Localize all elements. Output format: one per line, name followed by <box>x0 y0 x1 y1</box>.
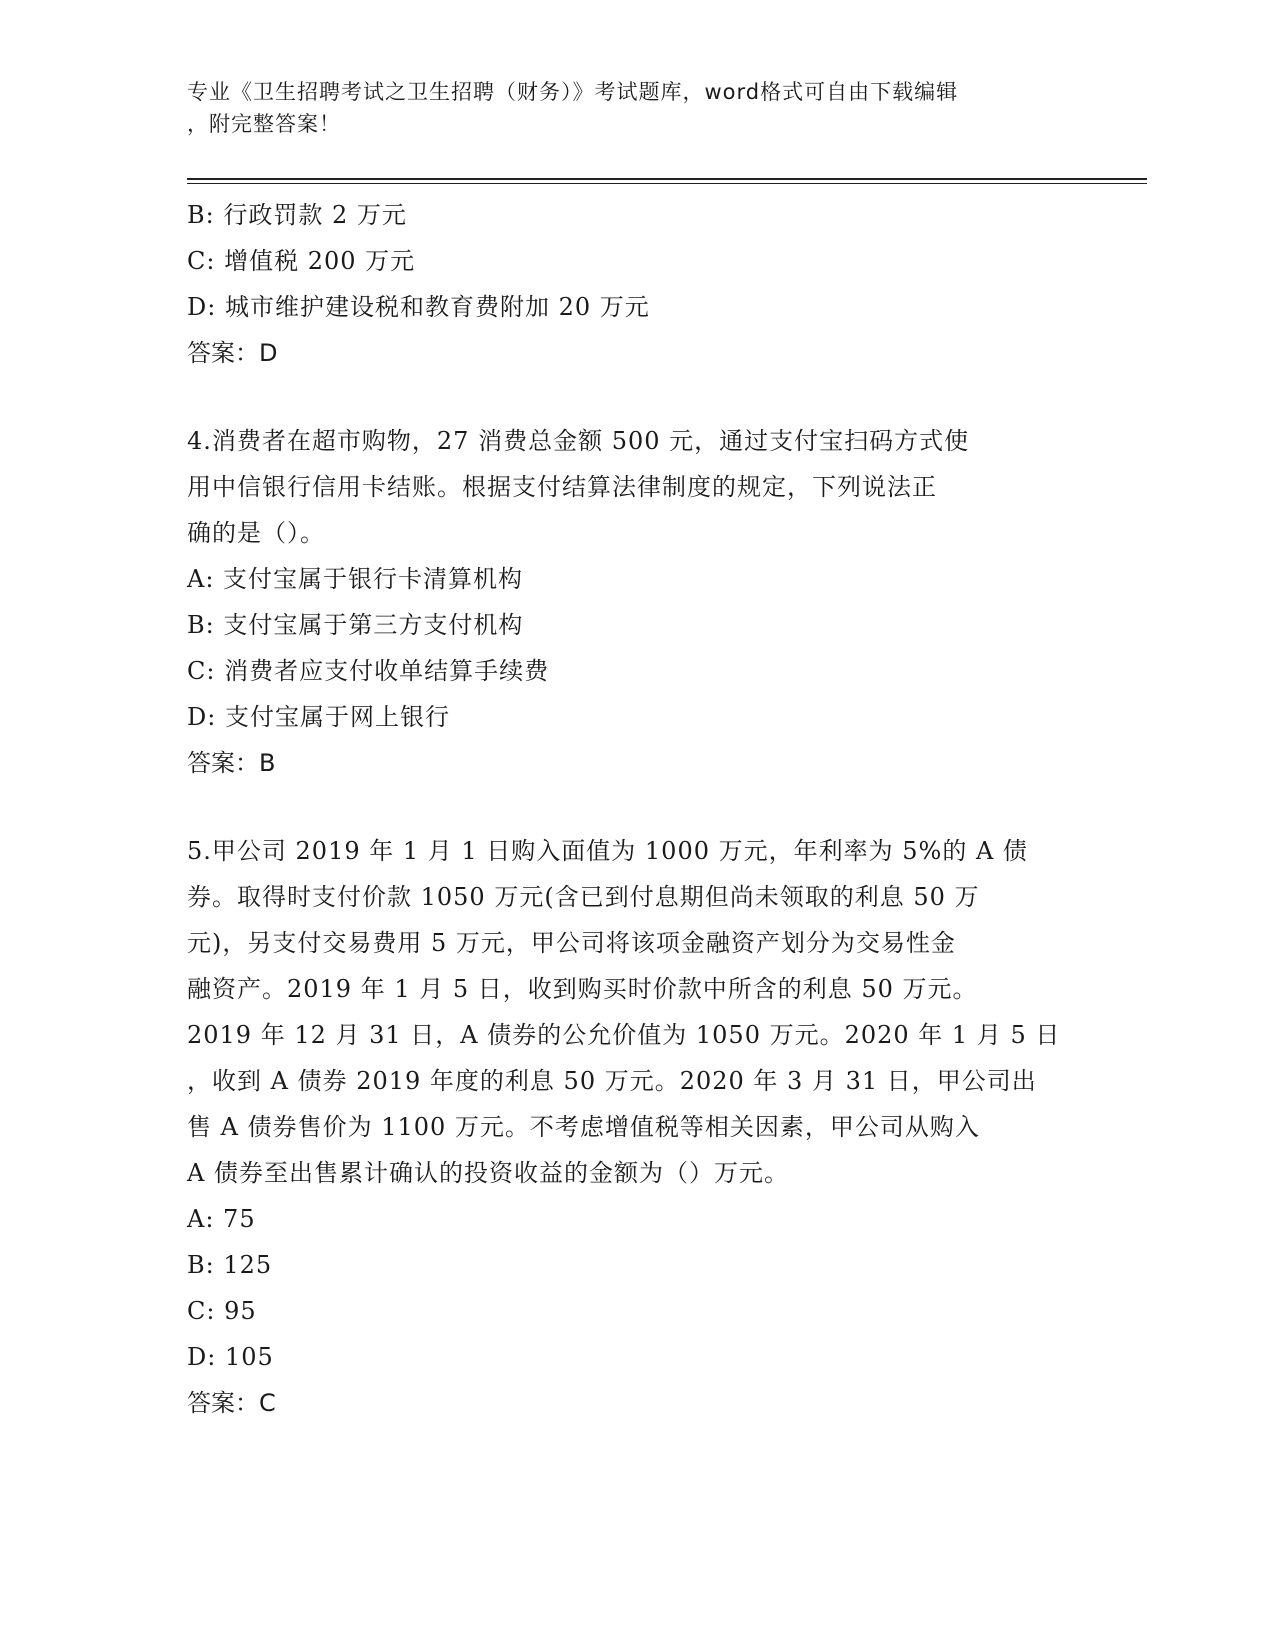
q4-option-b: B: 支付宝属于第三方支付机构 <box>187 611 524 639</box>
q4-answer: 答案：B <box>187 749 276 777</box>
q4-stem-line: 4.消费者在超市购物，27 消费总金额 500 元，通过支付宝扫码方式使 <box>187 427 970 455</box>
question-content <box>187 192 1087 1426</box>
q5-stem-line: ，收到 A 债券 2019 年度的利息 50 万元。2020 年 3 月 31 日，甲公司出 <box>187 1067 1037 1095</box>
header-divider-thin <box>187 183 1147 184</box>
document-header <box>187 76 1087 140</box>
q5-stem-line: A 债券至出售累计确认的投资收益的金额为（）万元。 <box>187 1159 789 1187</box>
question-5 <box>187 828 1087 1426</box>
q5-answer: 答案：C <box>187 1389 276 1417</box>
q5-stem-line: 5.甲公司 2019 年 1 月 1 日购入面值为 1000 万元，年利率为 5%的 A 债 <box>187 837 1028 865</box>
q3-option-d: D: 城市维护建设税和教育费附加 20 万元 <box>187 293 650 321</box>
q3-option-c: C: 增值税 200 万元 <box>187 247 416 275</box>
q5-stem-line: 售 A 债券售价为 1100 万元。不考虑增值税等相关因素，甲公司从购入 <box>187 1113 980 1141</box>
header-title-line-1: 专业《卫生招聘考试之卫生招聘（财务）》考试题库，word格式可自由下载编辑 <box>187 80 959 104</box>
header-divider-thick <box>187 178 1147 180</box>
spacer <box>187 786 1087 828</box>
q5-stem-line: 融资产。2019 年 1 月 5 日，收到购买时价款中所含的利息 50 万元。 <box>187 975 978 1003</box>
spacer <box>187 376 1087 418</box>
q3-option-b: B: 行政罚款 2 万元 <box>187 201 407 229</box>
q4-stem-line: 确的是（）。 <box>187 519 325 547</box>
q5-option-c: C: 95 <box>187 1297 257 1325</box>
q5-stem-line: 元)，另支付交易费用 5 万元，甲公司将该项金融资产划分为交易性金 <box>187 929 956 957</box>
q4-option-a: A: 支付宝属于银行卡清算机构 <box>187 565 524 593</box>
question-4 <box>187 418 1087 786</box>
q5-stem-line: 券。取得时支付价款 1050 万元(含已到付息期但尚未领取的利息 50 万 <box>187 883 980 911</box>
q5-option-b: B: 125 <box>187 1251 273 1279</box>
q4-option-c: C: 消费者应支付收单结算手续费 <box>187 657 550 685</box>
q5-stem-line: 2019 年 12 月 31 日，A 债券的公允价值为 1050 万元。2020 年 1 月 5 日 <box>187 1021 1061 1049</box>
question-3 <box>187 192 1087 376</box>
header-title-line-2: ，附完整答案！ <box>187 112 341 136</box>
q4-stem-line: 用中信银行信用卡结账。根据支付结算法律制度的规定，下列说法正 <box>187 473 937 501</box>
q5-option-a: A: 75 <box>187 1205 256 1233</box>
q3-answer: 答案：D <box>187 339 278 367</box>
q4-option-d: D: 支付宝属于网上银行 <box>187 703 450 731</box>
q5-option-d: D: 105 <box>187 1343 274 1371</box>
